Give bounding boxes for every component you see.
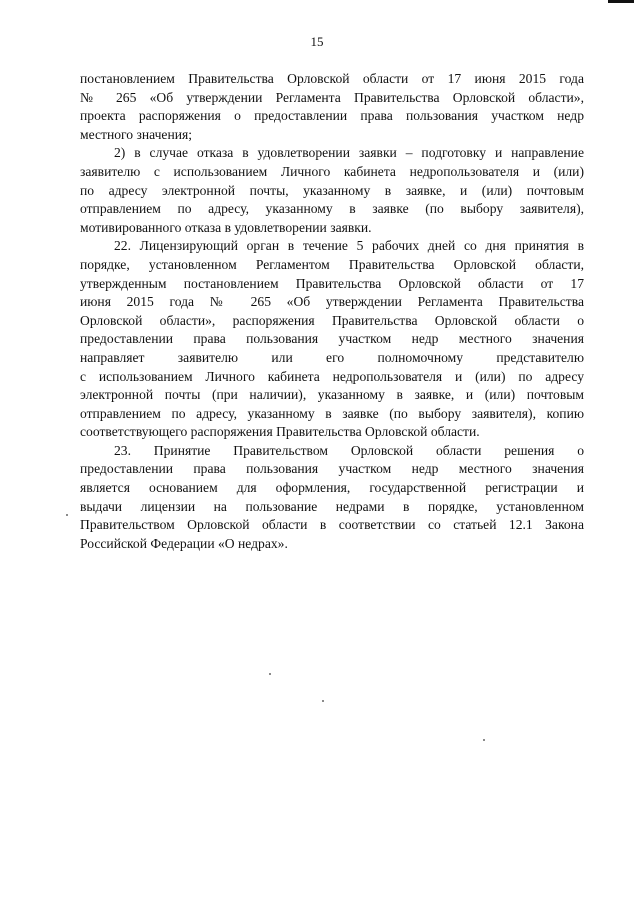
text-line: 22. Лицензирующий орган в течение 5 рабочих дней со дня принятия в [114,238,584,254]
scan-speck [66,514,68,516]
text-line: Правительством Орловской области в соответствии со статьей 12.1 Закона [80,517,584,533]
text-line: июня 2015 года № 265 «Об утверждении Регламента Правительства [80,294,584,310]
text-line: № 265 «Об утверждении Регламента Правительства Орловской области», [80,89,584,105]
text-line: местного значения; [80,126,193,142]
paragraph-item-2 [80,144,584,237]
text-line: электронной почты (при наличии), указанному в заявке, и (или) почтовым [80,387,584,403]
page-number: 15 [310,34,324,49]
text-line: порядке, установленном Регламентом Правительства Орловской области, [80,256,584,272]
text-line: предоставлении права пользования участком недр местного значения [80,331,584,347]
text-line: является основанием для оформления, государственной регистрации и [80,480,584,496]
text-line: отправлением по адресу, указанному в заявке (по выбору заявителя), копию [80,405,584,421]
text-line: предоставлении права пользования участком недр местного значения [80,461,584,477]
scan-speck [483,739,485,741]
text-line: отправлением по адресу, указанному в заявке (по выбору заявителя), [80,201,584,217]
text-line: заявителю с использованием Личного кабинета недропользователя и (или) [80,163,584,179]
paragraph-23 [80,442,584,554]
text-line: Российской Федерации «О недрах». [80,535,288,551]
text-line: Орловской области», распоряжения Правительства Орловской области о [80,312,584,328]
paragraph-22 [80,237,584,442]
text-line: 23. Принятие Правительством Орловской области решения о [114,442,584,458]
paragraph-continuation [80,70,584,144]
text-line: 2) в случае отказа в удовлетворении заявки – подготовку и направление [114,145,584,161]
page-corner-mark [608,0,634,3]
text-line: проекта распоряжения о предоставлении права пользования участком недр [80,108,584,124]
text-line: мотивированного отказа в удовлетворении заявки. [80,219,372,235]
text-line: постановлением Правительства Орловской области от 17 июня 2015 года [80,71,584,86]
text-line: утвержденным постановлением Правительства Орловской области от 17 [80,275,584,291]
scan-speck [269,673,271,675]
scan-speck [322,700,324,702]
text-line: с использованием Личного кабинета недропользователя и (или) по адресу [80,368,584,384]
document-body [80,70,584,553]
text-line: соответствующего распоряжения Правительства Орловской области. [80,424,480,440]
text-line: по адресу электронной почты, указанному в заявке, и (или) почтовым [80,182,584,198]
text-line: направляет заявителю или его полномочному представителю [80,349,584,365]
text-line: выдачи лицензии на пользование недрами в порядке, установленном [80,498,584,514]
